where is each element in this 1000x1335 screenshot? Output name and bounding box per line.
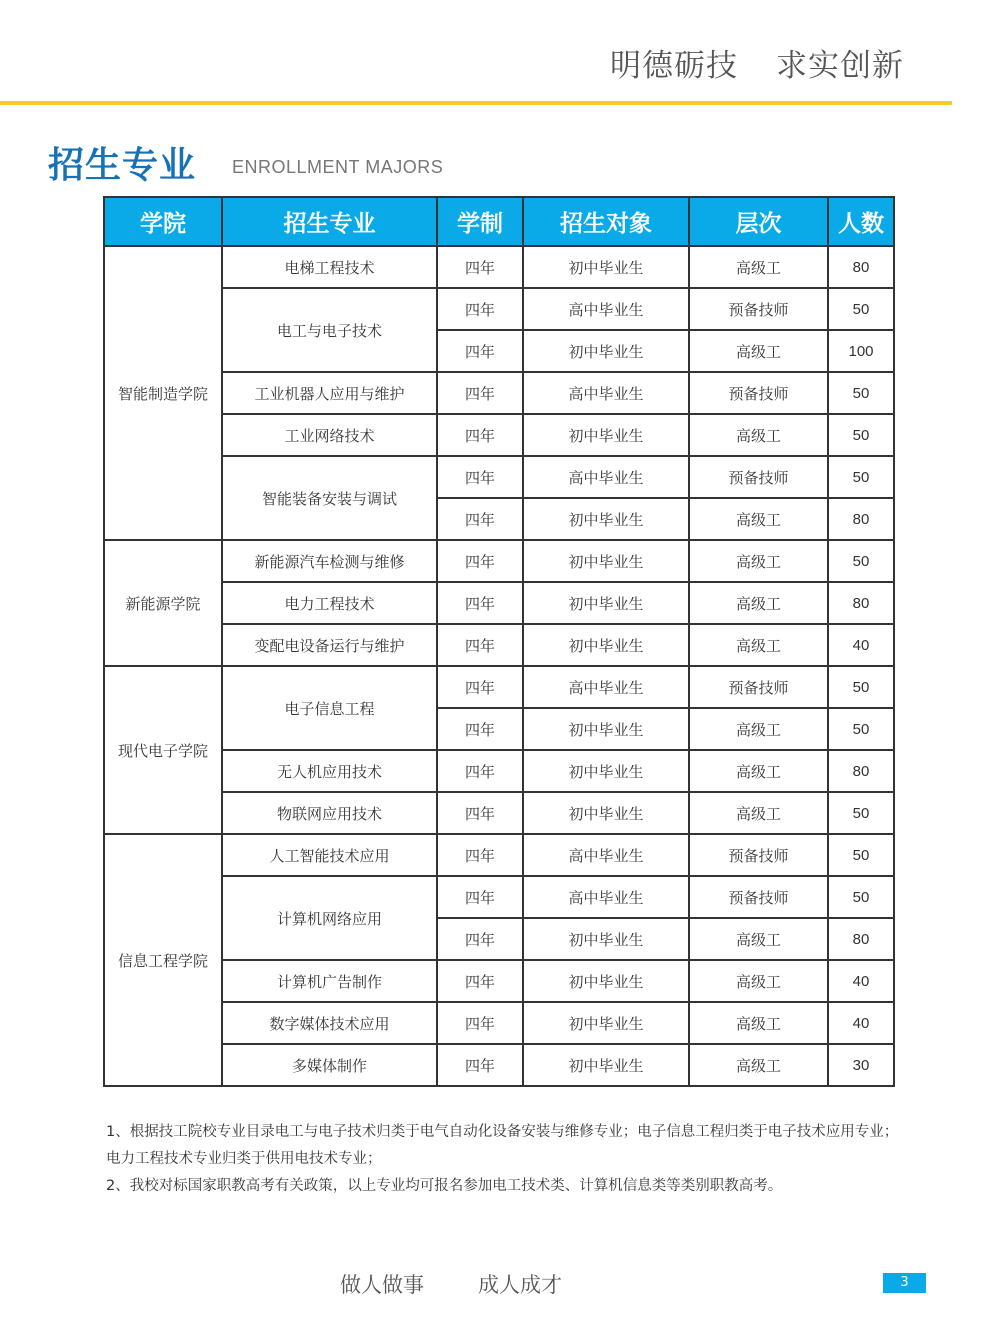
- target-cell: 初中毕业生: [523, 540, 689, 582]
- major-cell: 电梯工程技术: [222, 246, 437, 288]
- table-row: [104, 666, 894, 708]
- column-header-major: 招生专业: [222, 197, 437, 246]
- level-cell: 预备技师: [689, 834, 828, 876]
- section-title: 招生专业: [48, 145, 197, 186]
- count-cell: 50: [828, 666, 894, 708]
- major-cell: 电力工程技术: [222, 582, 437, 624]
- level-cell: 预备技师: [689, 456, 828, 498]
- count-cell: 50: [828, 414, 894, 456]
- level-cell: 高级工: [689, 330, 828, 372]
- level-cell: 高级工: [689, 1002, 828, 1044]
- count-cell: 50: [828, 456, 894, 498]
- table-row: [104, 750, 894, 792]
- target-cell: 初中毕业生: [523, 1002, 689, 1044]
- target-cell: 初中毕业生: [523, 960, 689, 1002]
- table-row: [104, 792, 894, 834]
- duration-cell: 四年: [437, 330, 523, 372]
- table-header-row: [104, 197, 894, 246]
- column-header-duration: 学制: [437, 197, 523, 246]
- major-cell: 计算机网络应用: [222, 876, 437, 960]
- header-motto-right: 求实创新: [776, 48, 904, 84]
- table-row: [104, 960, 894, 1002]
- count-cell: 50: [828, 876, 894, 918]
- level-cell: 预备技师: [689, 876, 828, 918]
- target-cell: 初中毕业生: [523, 918, 689, 960]
- table-row: [104, 1044, 894, 1086]
- level-cell: 高级工: [689, 750, 828, 792]
- table-row: [104, 1002, 894, 1044]
- table-row: [104, 540, 894, 582]
- footer-motto-right: 成人成才: [478, 1273, 562, 1297]
- count-cell: 50: [828, 372, 894, 414]
- level-cell: 高级工: [689, 498, 828, 540]
- level-cell: 高级工: [689, 246, 828, 288]
- major-cell: 多媒体制作: [222, 1044, 437, 1086]
- table-row: [104, 876, 894, 918]
- footnotes: [106, 1119, 906, 1200]
- college-cell: 新能源学院: [104, 540, 222, 666]
- college-cell: 智能制造学院: [104, 246, 222, 540]
- college-cell: 信息工程学院: [104, 834, 222, 1086]
- count-cell: 40: [828, 624, 894, 666]
- count-cell: 80: [828, 582, 894, 624]
- target-cell: 高中毕业生: [523, 666, 689, 708]
- duration-cell: 四年: [437, 372, 523, 414]
- level-cell: 高级工: [689, 708, 828, 750]
- target-cell: 初中毕业生: [523, 498, 689, 540]
- level-cell: 预备技师: [689, 288, 828, 330]
- column-header-level: 层次: [689, 197, 828, 246]
- level-cell: 高级工: [689, 624, 828, 666]
- column-header-count: 人数: [828, 197, 894, 246]
- duration-cell: 四年: [437, 792, 523, 834]
- target-cell: 初中毕业生: [523, 582, 689, 624]
- duration-cell: 四年: [437, 540, 523, 582]
- level-cell: 预备技师: [689, 666, 828, 708]
- duration-cell: 四年: [437, 1002, 523, 1044]
- target-cell: 初中毕业生: [523, 792, 689, 834]
- major-cell: 工业网络技术: [222, 414, 437, 456]
- level-cell: 高级工: [689, 414, 828, 456]
- level-cell: 高级工: [689, 792, 828, 834]
- duration-cell: 四年: [437, 750, 523, 792]
- major-cell: 电子信息工程: [222, 666, 437, 750]
- duration-cell: 四年: [437, 708, 523, 750]
- count-cell: 100: [828, 330, 894, 372]
- section-subtitle: ENROLLMENT MAJORS: [232, 157, 444, 177]
- level-cell: 预备技师: [689, 372, 828, 414]
- duration-cell: 四年: [437, 960, 523, 1002]
- level-cell: 高级工: [689, 1044, 828, 1086]
- header-rule: [0, 101, 952, 105]
- count-cell: 40: [828, 960, 894, 1002]
- count-cell: 50: [828, 540, 894, 582]
- duration-cell: 四年: [437, 918, 523, 960]
- major-cell: 工业机器人应用与维护: [222, 372, 437, 414]
- column-header-college: 学院: [104, 197, 222, 246]
- footer-motto: [340, 1269, 562, 1299]
- duration-cell: 四年: [437, 582, 523, 624]
- table-row: [104, 372, 894, 414]
- target-cell: 初中毕业生: [523, 708, 689, 750]
- count-cell: 80: [828, 498, 894, 540]
- page-number: 3: [883, 1273, 926, 1293]
- target-cell: 初中毕业生: [523, 1044, 689, 1086]
- major-cell: 计算机广告制作: [222, 960, 437, 1002]
- count-cell: 50: [828, 834, 894, 876]
- target-cell: 高中毕业生: [523, 456, 689, 498]
- duration-cell: 四年: [437, 834, 523, 876]
- level-cell: 高级工: [689, 540, 828, 582]
- count-cell: 80: [828, 750, 894, 792]
- table-row: [104, 456, 894, 498]
- enrollment-majors-table: [103, 196, 895, 1087]
- target-cell: 初中毕业生: [523, 246, 689, 288]
- major-cell: 数字媒体技术应用: [222, 1002, 437, 1044]
- duration-cell: 四年: [437, 666, 523, 708]
- target-cell: 初中毕业生: [523, 414, 689, 456]
- target-cell: 初中毕业生: [523, 330, 689, 372]
- target-cell: 高中毕业生: [523, 288, 689, 330]
- college-cell: 现代电子学院: [104, 666, 222, 834]
- duration-cell: 四年: [437, 456, 523, 498]
- level-cell: 高级工: [689, 960, 828, 1002]
- footer-motto-left: 做人做事: [340, 1273, 424, 1297]
- count-cell: 50: [828, 708, 894, 750]
- table-row: [104, 414, 894, 456]
- duration-cell: 四年: [437, 498, 523, 540]
- level-cell: 高级工: [689, 918, 828, 960]
- major-cell: 变配电设备运行与维护: [222, 624, 437, 666]
- count-cell: 40: [828, 1002, 894, 1044]
- duration-cell: 四年: [437, 876, 523, 918]
- target-cell: 初中毕业生: [523, 624, 689, 666]
- major-cell: 人工智能技术应用: [222, 834, 437, 876]
- major-cell: 无人机应用技术: [222, 750, 437, 792]
- target-cell: 初中毕业生: [523, 750, 689, 792]
- footnote-2: 2、我校对标国家职教高考有关政策，以上专业均可报名参加电工技术类、计算机信息类等类别职教高考。: [106, 1178, 783, 1194]
- column-header-target: 招生对象: [523, 197, 689, 246]
- major-cell: 新能源汽车检测与维修: [222, 540, 437, 582]
- table-row: [104, 246, 894, 288]
- major-cell: 智能装备安装与调试: [222, 456, 437, 540]
- table-row: [104, 582, 894, 624]
- footnote-1: 1、根据技工院校专业目录电工与电子技术归类于电气自动化设备安装与维修专业；电子信息工程归类于电子技术应用专业；电力工程技术专业归类于供用电技术专业；: [106, 1124, 899, 1167]
- duration-cell: 四年: [437, 1044, 523, 1086]
- count-cell: 80: [828, 246, 894, 288]
- count-cell: 50: [828, 792, 894, 834]
- count-cell: 50: [828, 288, 894, 330]
- count-cell: 30: [828, 1044, 894, 1086]
- target-cell: 高中毕业生: [523, 834, 689, 876]
- target-cell: 高中毕业生: [523, 372, 689, 414]
- duration-cell: 四年: [437, 624, 523, 666]
- count-cell: 80: [828, 918, 894, 960]
- major-cell: 电工与电子技术: [222, 288, 437, 372]
- header-motto-left: 明德砺技: [610, 48, 738, 84]
- duration-cell: 四年: [437, 414, 523, 456]
- table-row: [104, 624, 894, 666]
- table-row: [104, 288, 894, 330]
- duration-cell: 四年: [437, 288, 523, 330]
- level-cell: 高级工: [689, 582, 828, 624]
- table-row: [104, 834, 894, 876]
- major-cell: 物联网应用技术: [222, 792, 437, 834]
- header-motto: [610, 40, 904, 85]
- target-cell: 高中毕业生: [523, 876, 689, 918]
- duration-cell: 四年: [437, 246, 523, 288]
